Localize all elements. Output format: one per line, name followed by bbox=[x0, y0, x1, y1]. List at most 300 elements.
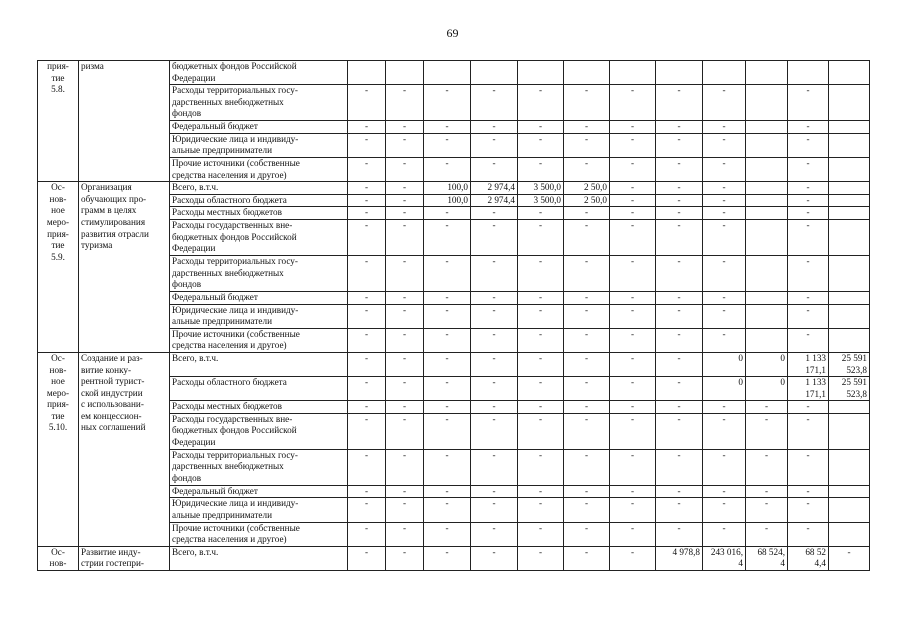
value-text: - bbox=[364, 255, 369, 266]
value-cell bbox=[829, 85, 870, 121]
value-cell bbox=[829, 133, 870, 157]
value-text: - bbox=[538, 449, 543, 460]
value-cell bbox=[746, 352, 788, 376]
value-text: - bbox=[630, 85, 635, 96]
value-cell bbox=[518, 61, 564, 85]
value-cell bbox=[610, 328, 656, 352]
value-cell bbox=[788, 291, 829, 304]
value-cell bbox=[746, 219, 788, 255]
value-cell bbox=[386, 291, 424, 304]
value-cell bbox=[386, 546, 424, 570]
value-cell bbox=[610, 401, 656, 414]
value-cell bbox=[746, 194, 788, 207]
funding-source-cell bbox=[170, 485, 348, 498]
value-text: - bbox=[402, 182, 407, 193]
text-line: Расходы местных бюджетов bbox=[172, 207, 282, 218]
value-text: - bbox=[402, 121, 407, 132]
value-text: - bbox=[764, 413, 769, 424]
value-cell bbox=[348, 207, 386, 220]
value-cell bbox=[656, 352, 703, 376]
value-cell bbox=[746, 157, 788, 181]
value-cell bbox=[703, 377, 746, 401]
value-text: - bbox=[402, 449, 407, 460]
value-cell bbox=[518, 255, 564, 291]
value-cell bbox=[386, 304, 424, 328]
value-text: - bbox=[364, 219, 369, 230]
value-cell bbox=[386, 219, 424, 255]
value-text: - bbox=[538, 401, 543, 412]
value-cell bbox=[610, 219, 656, 255]
value-cell bbox=[471, 219, 518, 255]
value-cell bbox=[788, 219, 829, 255]
value-cell bbox=[788, 194, 829, 207]
value-text: - bbox=[538, 413, 543, 424]
value-cell bbox=[829, 61, 870, 85]
value-text: - bbox=[445, 219, 449, 230]
value-cell bbox=[656, 498, 703, 522]
value-cell bbox=[348, 182, 386, 195]
value-cell bbox=[564, 194, 610, 207]
value-text: - bbox=[806, 401, 810, 412]
page-number: 69 bbox=[446, 26, 459, 40]
value-text: - bbox=[806, 182, 810, 193]
value-text: - bbox=[630, 352, 635, 363]
value-text: - bbox=[806, 304, 810, 315]
table-row bbox=[38, 61, 870, 85]
value-text: - bbox=[806, 207, 810, 218]
value-cell bbox=[386, 85, 424, 121]
text-line: нов- bbox=[49, 558, 67, 569]
text-line: тие bbox=[51, 72, 65, 83]
value-cell bbox=[656, 207, 703, 220]
value-text: - bbox=[492, 546, 496, 557]
value-cell bbox=[471, 194, 518, 207]
value-cell bbox=[788, 352, 829, 376]
value-cell bbox=[746, 255, 788, 291]
value-text: - bbox=[806, 413, 810, 424]
value-cell bbox=[518, 85, 564, 121]
text-line: фондов bbox=[172, 473, 202, 484]
funding-source-cell bbox=[170, 61, 348, 85]
value-cell bbox=[348, 121, 386, 134]
measure-title-cell bbox=[79, 352, 170, 546]
value-cell bbox=[788, 377, 829, 401]
value-text: - bbox=[630, 522, 635, 533]
value-text: - bbox=[364, 522, 369, 533]
value-cell bbox=[348, 219, 386, 255]
value-text: - bbox=[584, 157, 589, 168]
value-cell bbox=[348, 304, 386, 328]
text-line: витие конку- bbox=[81, 364, 132, 375]
value-text: - bbox=[764, 485, 769, 496]
value-cell bbox=[471, 485, 518, 498]
value-cell bbox=[564, 304, 610, 328]
value-cell bbox=[703, 546, 746, 570]
value-text: - bbox=[677, 157, 681, 168]
value-cell bbox=[610, 485, 656, 498]
value-text: - bbox=[722, 219, 726, 230]
value-text: - bbox=[445, 352, 449, 363]
value-cell bbox=[746, 498, 788, 522]
value-cell bbox=[348, 449, 386, 485]
value-cell bbox=[829, 304, 870, 328]
text-line: ное bbox=[51, 205, 65, 216]
value-text: - bbox=[630, 485, 635, 496]
text-line: бюджетных фондов Российской bbox=[172, 425, 297, 436]
value-text: 0 bbox=[780, 377, 785, 388]
text-line: рентной турист- bbox=[81, 376, 145, 387]
funding-source-cell bbox=[170, 157, 348, 181]
value-text: - bbox=[364, 133, 369, 144]
value-cell bbox=[386, 413, 424, 449]
funding-source-cell bbox=[170, 401, 348, 414]
text-line: Юридические лица и индивиду- bbox=[172, 498, 299, 509]
value-text: 2 974,4 bbox=[487, 194, 515, 205]
value-text: - bbox=[806, 291, 810, 302]
funding-source-cell bbox=[170, 304, 348, 328]
value-text: - bbox=[584, 352, 589, 363]
text-line: средства населения и другое) bbox=[172, 169, 287, 180]
measure-title-cell bbox=[79, 546, 170, 570]
funding-source-cell bbox=[170, 546, 348, 570]
value-cell bbox=[746, 485, 788, 498]
value-text: - bbox=[847, 546, 851, 557]
value-text: - bbox=[492, 133, 496, 144]
value-text: - bbox=[584, 498, 589, 509]
funding-source-cell bbox=[170, 207, 348, 220]
value-text: - bbox=[722, 485, 726, 496]
value-text: - bbox=[584, 377, 589, 388]
value-text: - bbox=[630, 328, 635, 339]
value-text: - bbox=[538, 352, 543, 363]
value-cell bbox=[788, 498, 829, 522]
text-line: альные предприниматели bbox=[172, 316, 272, 327]
value-text: - bbox=[538, 377, 543, 388]
funding-source-cell bbox=[170, 413, 348, 449]
funding-source-cell bbox=[170, 121, 348, 134]
measure-title-cell bbox=[79, 61, 170, 182]
value-text: - bbox=[492, 485, 496, 496]
value-text: - bbox=[584, 304, 589, 315]
value-cell bbox=[610, 546, 656, 570]
text-line: стрии гостепри- bbox=[81, 558, 144, 569]
value-text: 25 591 bbox=[841, 352, 867, 363]
value-cell bbox=[386, 182, 424, 195]
measure-code-cell bbox=[38, 352, 79, 546]
value-cell bbox=[471, 352, 518, 376]
value-text: - bbox=[492, 207, 496, 218]
value-cell bbox=[788, 413, 829, 449]
value-cell bbox=[829, 498, 870, 522]
value-cell bbox=[703, 449, 746, 485]
value-text: - bbox=[492, 255, 496, 266]
value-text: 171,1 bbox=[805, 364, 826, 375]
text-line: Развитие инду- bbox=[81, 546, 141, 557]
value-cell bbox=[424, 401, 471, 414]
value-text: - bbox=[402, 255, 407, 266]
value-text: - bbox=[630, 182, 635, 193]
funding-source-cell bbox=[170, 133, 348, 157]
value-cell bbox=[746, 61, 788, 85]
value-cell bbox=[788, 449, 829, 485]
value-cell bbox=[703, 413, 746, 449]
value-cell bbox=[829, 157, 870, 181]
funding-source-cell bbox=[170, 255, 348, 291]
value-cell bbox=[656, 133, 703, 157]
value-text: - bbox=[677, 219, 681, 230]
value-text: - bbox=[445, 133, 449, 144]
text-line: Всего, в.т.ч. bbox=[172, 352, 219, 363]
value-cell bbox=[703, 291, 746, 304]
value-cell bbox=[788, 133, 829, 157]
value-cell bbox=[610, 133, 656, 157]
value-cell bbox=[788, 255, 829, 291]
value-text: - bbox=[445, 413, 449, 424]
value-cell bbox=[703, 121, 746, 134]
value-cell bbox=[518, 194, 564, 207]
value-text: - bbox=[677, 413, 681, 424]
value-text: - bbox=[584, 255, 589, 266]
value-text: - bbox=[764, 401, 769, 412]
value-cell bbox=[424, 304, 471, 328]
value-cell bbox=[386, 328, 424, 352]
value-cell bbox=[348, 291, 386, 304]
value-text: - bbox=[445, 498, 449, 509]
value-cell bbox=[829, 352, 870, 376]
value-cell bbox=[564, 207, 610, 220]
value-cell bbox=[829, 449, 870, 485]
value-text: - bbox=[630, 401, 635, 412]
value-cell bbox=[746, 304, 788, 328]
value-cell bbox=[788, 328, 829, 352]
value-cell bbox=[471, 182, 518, 195]
value-cell bbox=[424, 121, 471, 134]
value-cell bbox=[610, 449, 656, 485]
text-line: ризма bbox=[81, 61, 104, 71]
value-text: - bbox=[630, 546, 635, 557]
value-text: - bbox=[806, 498, 810, 509]
value-text: - bbox=[806, 133, 810, 144]
value-cell bbox=[424, 133, 471, 157]
value-cell bbox=[471, 377, 518, 401]
value-cell bbox=[348, 133, 386, 157]
value-text: 4,4 bbox=[814, 558, 826, 569]
value-cell bbox=[518, 522, 564, 546]
text-line: Расходы областного бюджета bbox=[172, 377, 287, 388]
value-cell bbox=[386, 255, 424, 291]
value-cell bbox=[746, 328, 788, 352]
value-text: - bbox=[722, 413, 726, 424]
value-text: - bbox=[677, 328, 681, 339]
text-line: Всего, в.т.ч. bbox=[172, 182, 219, 193]
value-cell bbox=[703, 133, 746, 157]
value-cell bbox=[424, 498, 471, 522]
value-text: - bbox=[492, 121, 496, 132]
text-line: ской индустрии bbox=[81, 387, 143, 398]
value-text: 1 133 bbox=[805, 377, 826, 388]
value-text: 3 500,0 bbox=[533, 194, 561, 205]
value-text: - bbox=[364, 291, 369, 302]
value-cell bbox=[829, 401, 870, 414]
value-cell bbox=[348, 328, 386, 352]
value-cell bbox=[703, 61, 746, 85]
value-cell bbox=[564, 485, 610, 498]
value-cell bbox=[746, 377, 788, 401]
text-line: Федерации bbox=[172, 437, 216, 448]
funding-source-cell bbox=[170, 449, 348, 485]
value-cell bbox=[518, 207, 564, 220]
value-cell bbox=[424, 157, 471, 181]
measure-code-cell bbox=[38, 182, 79, 353]
value-text: - bbox=[764, 449, 769, 460]
value-cell bbox=[610, 498, 656, 522]
value-cell bbox=[471, 546, 518, 570]
value-cell bbox=[564, 157, 610, 181]
value-cell bbox=[703, 207, 746, 220]
text-line: прия- bbox=[47, 399, 69, 410]
value-cell bbox=[564, 328, 610, 352]
value-text: - bbox=[538, 522, 543, 533]
value-text: - bbox=[806, 85, 810, 96]
value-cell bbox=[424, 352, 471, 376]
value-cell bbox=[829, 522, 870, 546]
budget-table bbox=[37, 60, 870, 571]
text-line: ем концессион- bbox=[81, 410, 142, 421]
value-text: - bbox=[445, 401, 449, 412]
value-cell bbox=[424, 207, 471, 220]
value-cell bbox=[471, 449, 518, 485]
value-cell bbox=[703, 485, 746, 498]
value-cell bbox=[471, 328, 518, 352]
text-line: Расходы территориальных госу- bbox=[172, 449, 298, 460]
value-text: - bbox=[806, 328, 810, 339]
text-line: прия- bbox=[47, 228, 69, 239]
value-text: - bbox=[677, 522, 681, 533]
value-text: - bbox=[630, 377, 635, 388]
value-cell bbox=[656, 255, 703, 291]
value-text: - bbox=[538, 291, 543, 302]
text-line: ных соглашений bbox=[81, 422, 146, 433]
value-text: - bbox=[630, 194, 635, 205]
value-text: - bbox=[538, 85, 543, 96]
funding-source-cell bbox=[170, 291, 348, 304]
value-text: - bbox=[492, 352, 496, 363]
value-cell bbox=[386, 401, 424, 414]
value-cell bbox=[386, 498, 424, 522]
value-text: 3 500,0 bbox=[533, 182, 561, 193]
value-cell bbox=[518, 157, 564, 181]
value-text: - bbox=[364, 485, 369, 496]
value-text: - bbox=[364, 352, 369, 363]
value-text: - bbox=[677, 85, 681, 96]
text-line: бюджетных фондов Российской bbox=[172, 231, 297, 242]
value-cell bbox=[348, 85, 386, 121]
value-text: - bbox=[677, 485, 681, 496]
value-cell bbox=[564, 546, 610, 570]
value-text: - bbox=[364, 377, 369, 388]
value-cell bbox=[348, 352, 386, 376]
value-text: - bbox=[584, 546, 589, 557]
value-cell bbox=[471, 522, 518, 546]
value-text: - bbox=[806, 194, 810, 205]
value-text: - bbox=[584, 85, 589, 96]
value-text: - bbox=[630, 121, 635, 132]
value-text: - bbox=[402, 291, 407, 302]
text-line: стимулирования bbox=[81, 216, 146, 227]
value-text: - bbox=[538, 546, 543, 557]
value-cell bbox=[424, 61, 471, 85]
value-text: - bbox=[806, 121, 810, 132]
text-line: прия- bbox=[47, 61, 69, 71]
value-cell bbox=[471, 401, 518, 414]
value-text: - bbox=[584, 401, 589, 412]
value-cell bbox=[610, 61, 656, 85]
value-cell bbox=[656, 522, 703, 546]
value-cell bbox=[656, 449, 703, 485]
value-text: - bbox=[722, 328, 726, 339]
funding-source-cell bbox=[170, 377, 348, 401]
value-cell bbox=[424, 328, 471, 352]
value-cell bbox=[564, 61, 610, 85]
funding-source-cell bbox=[170, 522, 348, 546]
value-text: 4 bbox=[738, 558, 743, 569]
value-text: - bbox=[538, 207, 543, 218]
funding-source-cell bbox=[170, 194, 348, 207]
value-text: - bbox=[584, 328, 589, 339]
value-cell bbox=[386, 522, 424, 546]
value-text: - bbox=[806, 219, 810, 230]
value-cell bbox=[471, 85, 518, 121]
value-text: - bbox=[364, 85, 369, 96]
value-text: - bbox=[492, 328, 496, 339]
value-text: - bbox=[492, 85, 496, 96]
text-line: меро- bbox=[46, 216, 70, 227]
value-text: - bbox=[492, 413, 496, 424]
text-line: нов- bbox=[49, 364, 67, 375]
text-line: тие bbox=[51, 410, 65, 421]
value-text: - bbox=[364, 182, 369, 193]
value-text: 2 50,0 bbox=[584, 194, 607, 205]
value-cell bbox=[424, 255, 471, 291]
value-cell bbox=[471, 291, 518, 304]
text-line: 5.8. bbox=[51, 84, 65, 95]
text-line: грамм в целях bbox=[81, 205, 137, 216]
text-line: 5.9. bbox=[51, 251, 65, 262]
value-text: - bbox=[677, 207, 681, 218]
value-cell bbox=[518, 291, 564, 304]
text-line: Расходы государственных вне- bbox=[172, 219, 293, 230]
text-line: фондов bbox=[172, 108, 202, 119]
value-cell bbox=[746, 291, 788, 304]
value-text: - bbox=[584, 413, 589, 424]
value-cell bbox=[656, 546, 703, 570]
value-cell bbox=[424, 449, 471, 485]
text-line: фондов bbox=[172, 279, 202, 290]
value-cell bbox=[746, 207, 788, 220]
value-text: - bbox=[806, 157, 810, 168]
value-cell bbox=[564, 377, 610, 401]
value-cell bbox=[656, 328, 703, 352]
value-cell bbox=[518, 182, 564, 195]
value-text: - bbox=[722, 291, 726, 302]
value-text: - bbox=[677, 255, 681, 266]
value-text: 4 978,8 bbox=[672, 546, 700, 557]
value-text: - bbox=[538, 304, 543, 315]
value-cell bbox=[829, 485, 870, 498]
value-cell bbox=[788, 85, 829, 121]
value-cell bbox=[746, 401, 788, 414]
value-text: - bbox=[630, 498, 635, 509]
